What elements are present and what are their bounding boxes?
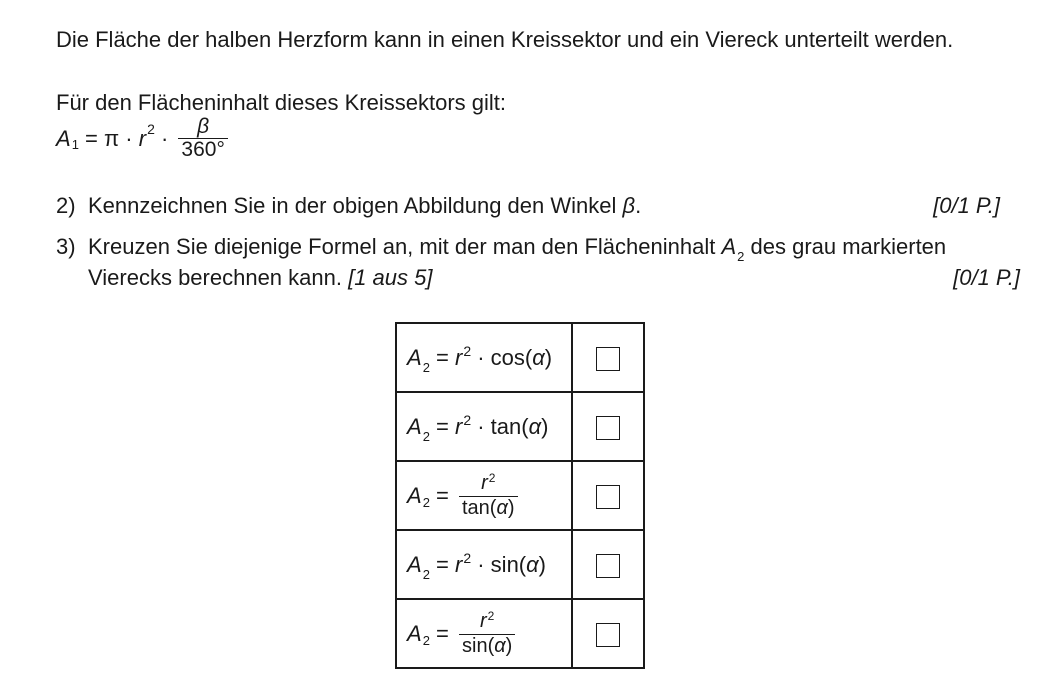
option-4-sub: 2: [422, 566, 430, 582]
task-3-hint: [1 aus 5]: [348, 265, 433, 290]
option-5-eq-frac: [407, 610, 515, 657]
formula-a1-fraction: [178, 116, 227, 161]
option-1-alpha: α: [532, 344, 545, 370]
option-3-num-sup: 2: [488, 471, 496, 485]
option-1-sub: 2: [422, 359, 430, 375]
option-4-eq: =: [429, 551, 455, 577]
option-3-formula: [396, 461, 572, 530]
task-2-text: Kennzeichnen Sie in der obigen Abbildung den Winkel: [88, 193, 623, 218]
formula-a1-denominator: 360°: [178, 138, 227, 161]
task-3-var: A: [721, 234, 737, 259]
formula-a1-sup: 2: [147, 121, 155, 138]
option-1-formula: [396, 323, 572, 392]
option-2-close: ): [541, 413, 549, 439]
option-2-sub: 2: [422, 428, 430, 444]
option-2-lhs: A: [407, 413, 422, 439]
option-3-lhs: A: [407, 482, 422, 508]
option-5-denominator: [459, 634, 515, 657]
option-4-formula: [396, 530, 572, 599]
option-3-sub: 2: [422, 495, 430, 510]
task-3-number: 3): [56, 234, 76, 259]
option-1-cell: [572, 323, 644, 392]
task-2-number: 2): [56, 193, 76, 218]
option-4-close: ): [538, 551, 546, 577]
option-4-lhs: A: [407, 551, 422, 577]
option-3-eq: =: [429, 482, 455, 508]
option-5-num-sup: 2: [487, 609, 495, 623]
option-2-cell: [572, 392, 644, 461]
option-2-rest: · tan(: [471, 413, 529, 439]
formula-a1-dot: ·: [154, 125, 175, 151]
formula-a1-middle: = π ·: [78, 125, 139, 151]
option-5-formula: [396, 599, 572, 668]
option-5-den-alpha: α: [494, 635, 506, 657]
sector-text: Für den Flächeninhalt dieses Kreissektors gilt:: [56, 90, 506, 115]
option-1-r: r: [455, 344, 463, 370]
option-5-sub: 2: [422, 633, 430, 648]
formula-a1-numerator: β: [197, 115, 210, 138]
option-5-fraction: [459, 610, 515, 657]
option-row-3: [396, 461, 644, 530]
intro-text: Die Fläche der halben Herzform kann in einen Kreissektor und ein Viereck unterteilt werden.: [56, 27, 954, 52]
option-2-formula: [396, 392, 572, 461]
option-5-numerator: [477, 610, 497, 634]
option-2-sup: 2: [463, 411, 472, 428]
option-3-eq-frac: [407, 472, 518, 519]
option-2-alpha: α: [528, 413, 542, 439]
option-2-eq: =: [429, 413, 455, 439]
formula-a1-r: r: [138, 125, 147, 151]
task-2-end: .: [635, 193, 642, 218]
task-2: [56, 193, 1020, 218]
task-3: [56, 234, 1020, 264]
option-row-2: [396, 392, 644, 461]
option-3-num-r: r: [481, 472, 488, 494]
option-1-rest: · cos(: [471, 344, 533, 370]
task-3-line1-post: des grau markierten: [744, 234, 947, 259]
formula-a1-var: A: [56, 125, 71, 151]
option-3-cell: [572, 461, 644, 530]
option-5-lhs: A: [407, 620, 422, 646]
option-3-numerator: [478, 472, 498, 496]
formula-a1-sub: 1: [71, 137, 79, 153]
option-row-4: [396, 530, 644, 599]
task-2-points: [0/1 P.]: [933, 193, 1000, 218]
option-row-5: [396, 599, 644, 668]
task-3-line1-pre: Kreuzen Sie diejenige Formel an, mit der man den Flächeninhalt: [88, 234, 722, 259]
option-1-checkbox[interactable]: [596, 347, 620, 371]
option-4-alpha: α: [526, 551, 539, 577]
option-4-r: r: [455, 551, 463, 577]
option-1-close: ): [544, 344, 553, 370]
option-3-checkbox[interactable]: [596, 485, 620, 509]
options-table: [395, 322, 645, 669]
option-4-sup: 2: [463, 549, 472, 566]
task-3-line2-text: Vierecks berechnen kann.: [88, 265, 349, 290]
option-5-den-close: ): [505, 635, 513, 657]
option-3-denominator: [459, 496, 518, 519]
option-5-checkbox[interactable]: [596, 623, 620, 647]
option-4-cell: [572, 530, 644, 599]
task-2-symbol: β: [622, 193, 636, 218]
option-1-eq: =: [429, 344, 455, 370]
option-5-den-fn: sin(: [462, 635, 495, 657]
option-4-checkbox[interactable]: [596, 554, 620, 578]
option-row-1: [396, 323, 644, 392]
task-3-var-sub: 2: [737, 249, 745, 264]
option-1-sup: 2: [463, 342, 472, 359]
task-3-points: [0/1 P.]: [953, 265, 1020, 290]
option-3-den-close: ): [507, 497, 515, 519]
option-5-eq: =: [429, 620, 455, 646]
option-2-r: r: [455, 413, 463, 439]
option-3-den-fn: tan(: [462, 497, 497, 519]
option-4-rest: · sin(: [471, 551, 527, 577]
task-3-line2: [88, 265, 1020, 290]
option-3-fraction: [459, 472, 518, 519]
option-2-checkbox[interactable]: [596, 416, 620, 440]
option-3-den-alpha: α: [496, 497, 508, 519]
option-5-cell: [572, 599, 644, 668]
option-1-lhs: A: [407, 344, 422, 370]
formula-a1: [56, 116, 228, 161]
option-5-num-r: r: [479, 610, 487, 632]
